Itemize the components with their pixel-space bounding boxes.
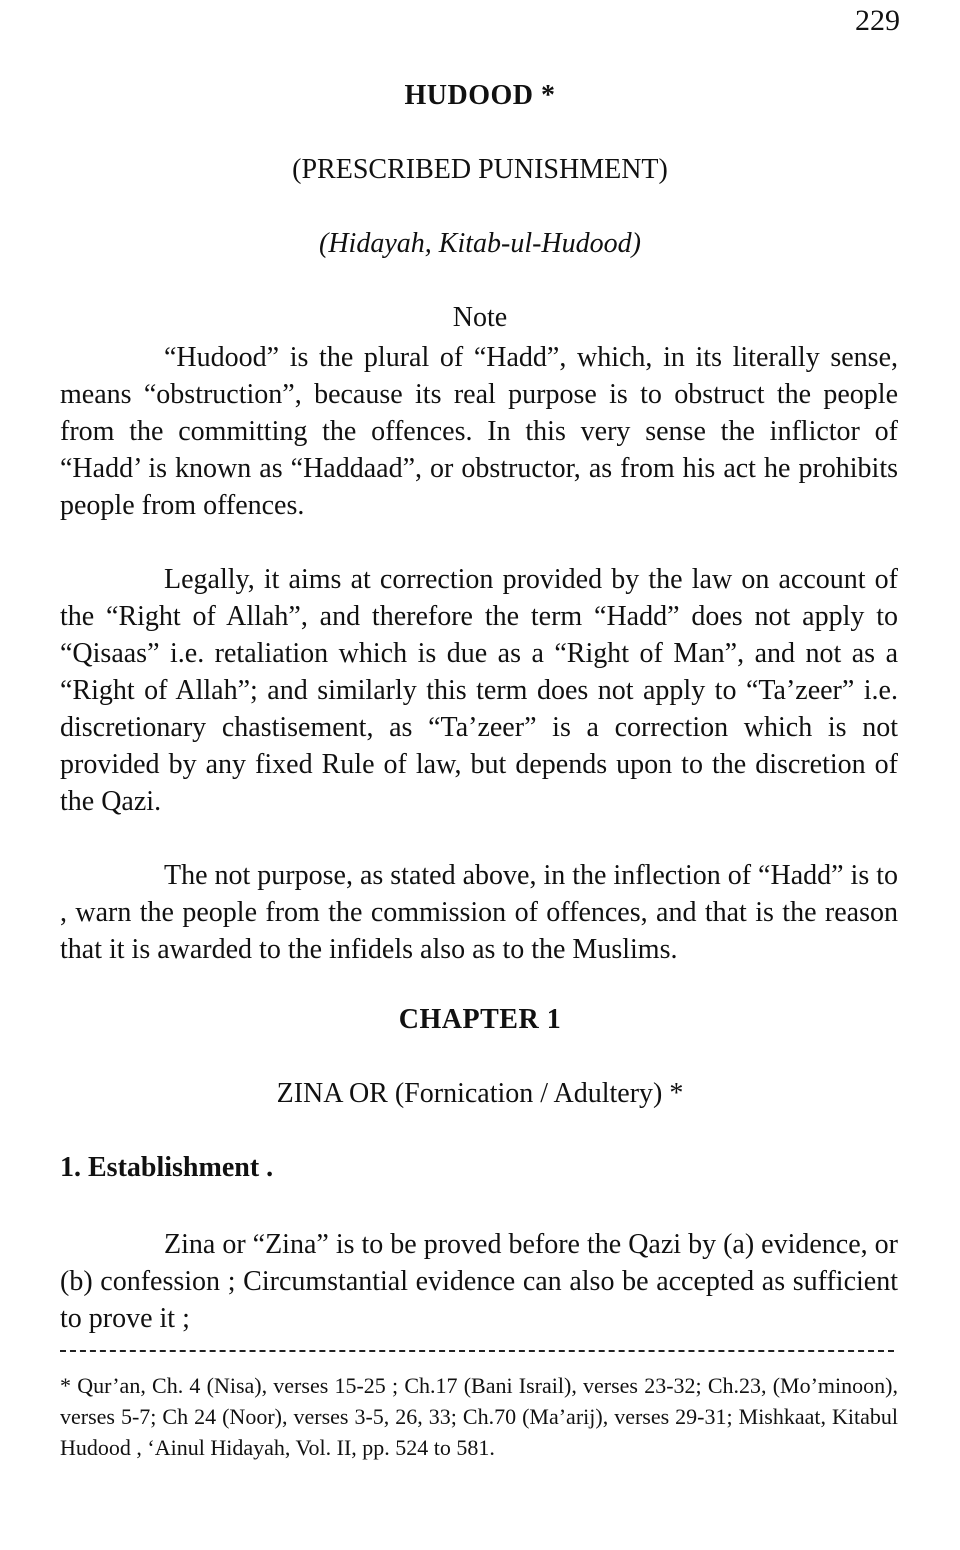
paragraph-legal-meaning: Legally, it aims at correction provided by the law on account of the “Right of Allah”, and therefore the term “Hadd” does not apply to “Qisaas” i.e. retaliation which is due as a “Right of Man”, and not as a “Right of Allah”; and similarly this term does not apply to “Ta’zeer” i.e. discretionary chastisement, as “Ta’zeer” is a correction which is not provided by any fixed Rule of law, but depends upon to the discretion of the Qazi. xyxy=(60,564,898,817)
chapter-heading: CHAPTER 1 xyxy=(398,1004,562,1035)
note-heading: Note xyxy=(452,302,508,333)
footnote-divider xyxy=(60,1350,894,1352)
paragraph-establishment: Zina or “Zina” is to be proved before the Qazi by (a) evidence, or (b) confession ; Circumstantial evidence can also be accepted as sufficient to prove it ; xyxy=(60,1229,898,1334)
paragraph-hudood-definition: “Hudood” is the plural of “Hadd”, which, in its literally sense, means “obstruction”, because its real purpose is to obstruct the people from the committing the offences. In this very sense the inflictor of “Hadd’ is known as “Haddaad”, or obstructor, as from his act he prohibits people from offences. xyxy=(60,342,898,521)
source-citation: (Hidayah, Kitab-ul-Hudood) xyxy=(319,228,641,259)
section-heading: 1. Establishment . xyxy=(60,1152,274,1183)
page-number: 229 xyxy=(855,4,900,37)
footnote: * Qur’an, Ch. 4 (Nisa), verses 15-25 ; Ch.17 (Bani Israil), verses 23-32; Ch.23, (Mo’minoon), verses 5-7; Ch 24 (Noor), verses 3-5, 26, 33; Ch.70 (Ma’arij), verses 29-31; Mishkaat, Kitabul Hudood , ‘Ainul Hidayah, Vol. II, pp. 524 to 581. xyxy=(60,1373,898,1460)
chapter-subtitle: ZINA OR (Fornication / Adultery) * xyxy=(276,1078,684,1109)
page-subtitle: (PRESCRIBED PUNISHMENT) xyxy=(292,154,668,185)
paragraph-purpose: The not purpose, as stated above, in the inflection of “Hadd” is to , warn the people from the commission of offences, and that is the reason that it is awarded to the infidels also as to the Muslims. xyxy=(60,860,899,965)
page-title: HUDOOD * xyxy=(404,80,556,111)
